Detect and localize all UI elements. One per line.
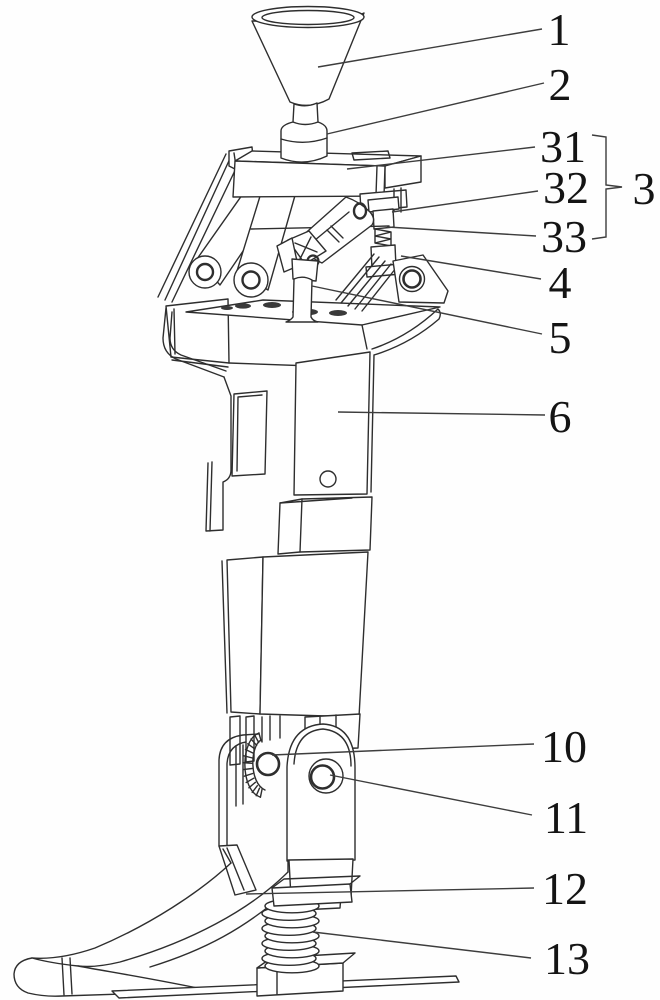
group-bracket-3 <box>592 135 622 239</box>
part-label-32: 32 <box>543 162 589 213</box>
part-label-3: 3 <box>632 163 656 214</box>
leader-line-11 <box>330 775 532 815</box>
adapter-collar-2 <box>281 103 327 162</box>
part-label-10: 10 <box>541 721 587 772</box>
part-label-1: 1 <box>547 4 571 55</box>
leader-line-32 <box>392 191 538 212</box>
part-label-2: 2 <box>548 59 572 110</box>
pylon-tube <box>222 552 368 717</box>
part-label-4: 4 <box>548 257 572 308</box>
ankle-clevis <box>287 724 355 898</box>
part-label-11: 11 <box>543 792 589 843</box>
part-label-5: 5 <box>548 312 572 363</box>
part-label-6: 6 <box>548 391 572 442</box>
funnel-socket-1 <box>252 7 364 106</box>
part-label-12: 12 <box>542 863 588 914</box>
leader-line-2 <box>327 83 544 134</box>
part-label-13: 13 <box>544 933 590 984</box>
mid-connector <box>278 497 372 554</box>
part-label-33: 33 <box>541 211 587 262</box>
part-label-31: 31 <box>540 121 586 172</box>
leader-line-33 <box>387 227 536 236</box>
